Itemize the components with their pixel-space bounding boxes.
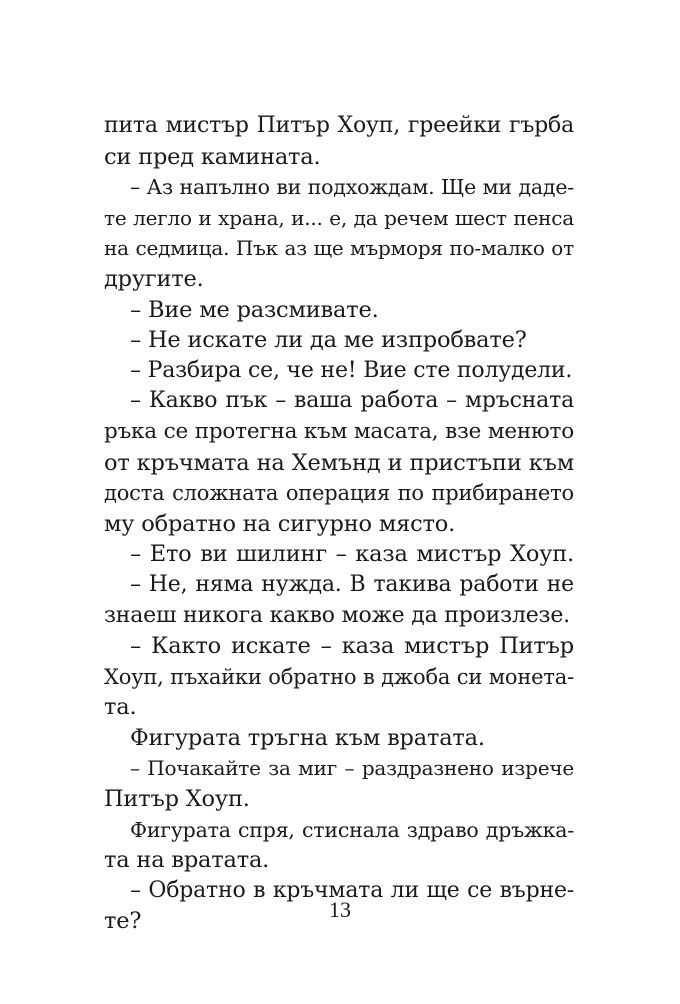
page-number: 13 (329, 897, 351, 922)
text-line: – Вие ме разсмивате. (130, 296, 379, 323)
text-line: та. (104, 694, 137, 721)
text-line: те? (104, 908, 142, 935)
text-line: Питър Хоуп. (104, 786, 250, 813)
text-line: пита мистър Питър Хоуп, греейки гърба (104, 113, 574, 138)
text-line: – Почакайте за миг – раздразнено изрече (130, 756, 574, 781)
text-line: – Ето ви шилинг – каза мистър Хоуп. (130, 541, 574, 568)
text-line: Фигурата тръгна към вратата. (130, 724, 485, 751)
text-line: ръка се протегна към масата, взе менюто (104, 418, 574, 444)
text-line: знаеш никога какво може да произлезе. (104, 602, 570, 628)
text-line: те легло и храна, и... е, да речем шест пенса (104, 205, 574, 230)
text-line: от кръчмата на Хемънд и пристъпи към (104, 449, 574, 476)
text-line: му обратно на сигурно място. (104, 510, 456, 537)
text-line: – Не искате ли да ме изпробвате? (130, 327, 527, 354)
page-body (104, 111, 574, 937)
text-line: – Разбира се, че не! Вие сте полудели. (130, 357, 573, 383)
text-line: – Не, няма нужда. В такива работи не (130, 571, 574, 597)
text-line: Хоуп, пъхайки обратно в джоба си монета- (104, 664, 574, 689)
text-line: другите. (104, 265, 204, 292)
text-line: доста сложната операция по прибирането (104, 481, 574, 506)
text-line: – Какво пък – ваша работа – мръсната (130, 388, 574, 414)
text-line: – Аз напълно ви подхождам. Ще ми даде- (130, 175, 574, 200)
text-line: Фигурата спря, стиснала здраво дръжка- (130, 817, 574, 842)
text-line: – Обратно в кръчмата ли ще се върне- (130, 877, 574, 903)
text-line: – Както искате – каза мистър Питър (130, 633, 574, 660)
text-line: на седмица. Пък аз ще мърморя по-малко от (104, 236, 574, 261)
text-line: та на вратата. (104, 847, 270, 874)
text-line: си пред камината. (104, 143, 321, 170)
